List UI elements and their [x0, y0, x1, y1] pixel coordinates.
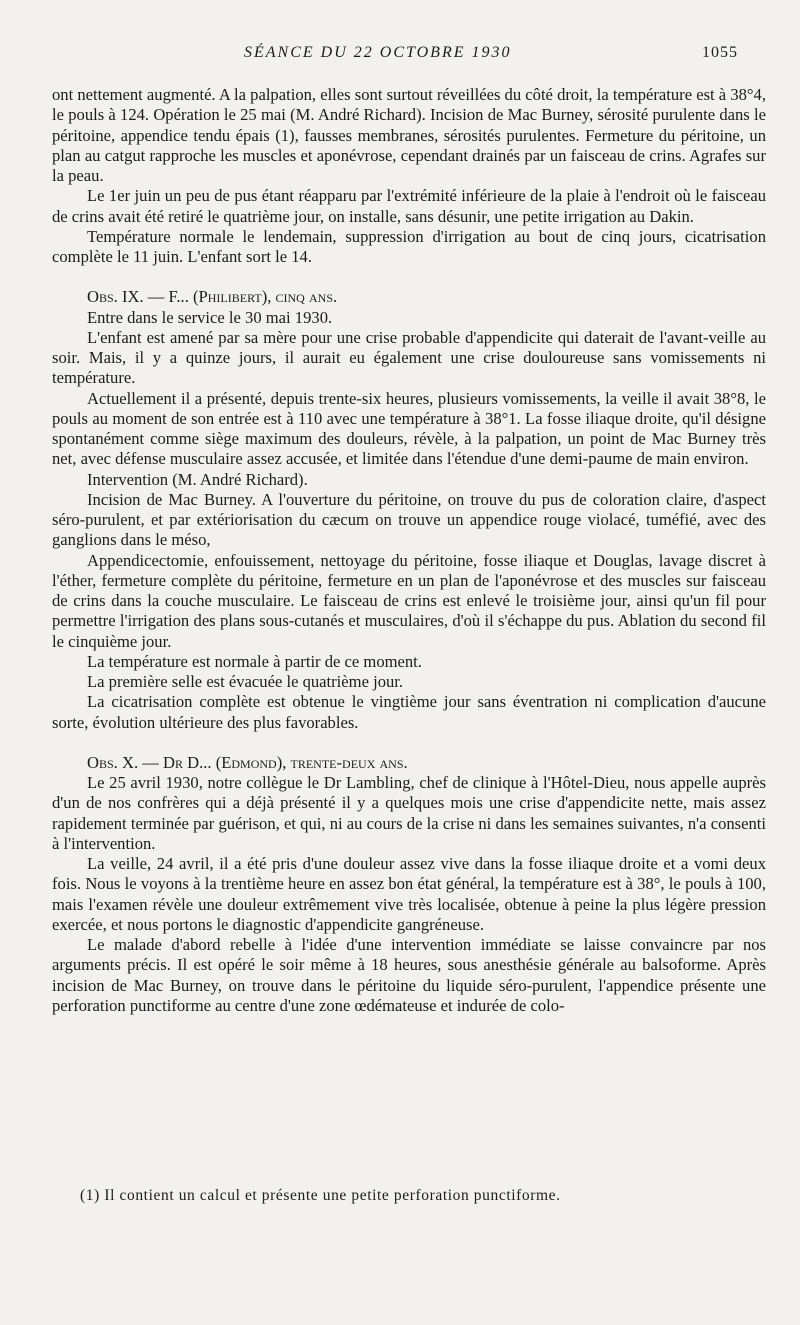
paragraph: Actuellement il a présenté, depuis trente-six heures, plusieurs vomissements, la veille il avait 38°8, le pouls au moment de son entrée est à 110 avec une température à 38°1. La fosse iliaque droite, qu'il désigne spontanément comme siège maximum des douleurs, révèle, à la palpation, un point de Mac Burney très net, avec défense musculaire assez accusée, et limitée dans l'étendue d'une demi-paume de main environ.: [52, 388, 766, 469]
paragraph: La température est normale à partir de ce moment.: [87, 651, 422, 671]
observation-heading: Obs. X. — Dr D... (Edmond), trente-deux ans.: [87, 752, 408, 772]
running-head: [0, 44, 800, 68]
footnote: (1) Il contient un calcul et présente une petite perforation punctiforme.: [80, 1187, 561, 1204]
section-spacer: [52, 267, 766, 287]
paragraph: Le 1er juin un peu de pus étant réapparu par l'extrémité inférieure de la plaie à l'endroit où le faisceau de crins avait été retiré le quatrième jour, on installe, sans désunir, une petite irrigation au Dakin.: [52, 186, 766, 226]
paragraph: Entre dans le service le 30 mai 1930.: [87, 307, 333, 327]
page-number: 1055: [702, 44, 738, 61]
paragraph: Le 25 avril 1930, notre collègue le Dr Lambling, chef de clinique à l'Hôtel-Dieu, nous appelle auprès d'un de nos confrères qui a déjà présenté il y a quelques mois une crise d'appendicite nette, mais assez rapidement terminée par guérison, et qui, ni au cours de la crise ni dans les semaines suivantes, n'a consenti à l'intervention.: [52, 773, 766, 853]
paragraph: Incision de Mac Burney. A l'ouverture du péritoine, on trouve du pus de coloration claire, d'aspect séro-purulent, et par extériorisation du cæcum on trouve un appendice rouge violacé, tuméfié, avec des ganglions dans le méso,: [52, 489, 766, 550]
page-header-title: SÉANCE DU 22 OCTOBRE 1930: [244, 44, 512, 61]
paragraph: La veille, 24 avril, il a été pris d'une douleur assez vive dans la fosse iliaque droite et a vomi deux fois. Nous le voyons à la trentième heure en assez bon état général, la température est à 38°, le pouls à 100, mais l'examen révèle une douleur extrêmement vive très localisée, obtenue à peine la plus légère pression exercée, et nous portons le diagnostic d'appendicite gangréneuse.: [52, 854, 766, 934]
paragraph: Le malade d'abord rebelle à l'idée d'une intervention immédiate se laisse convaincre par nos arguments précis. Il est opéré le soir même à 18 heures, sous anesthésie générale au balsoforme. Après incision de Mac Burney, on trouve dans le péritoine du liquide séro-purulent, l'appendice présente une perforation punctiforme au centre d'une zone œdémateuse et indurée de colo-: [52, 935, 766, 1015]
paragraph: ont nettement augmenté. A la palpation, elles sont surtout réveillées du côté droit, la température est à 38°4, le pouls à 124. Opération le 25 mai (M. André Richard). Incision de Mac Burney, sérosité purulente dans le péritoine, appendice tendu épais (1), fausses membranes, sérosités purulentes. Fermeture du péritoine, un plan au catgut rapproche les muscles et aponévrose, cependant drainés par un faisceau de crins. Agrafes sur la peau.: [52, 85, 766, 185]
paragraph: Appendicectomie, enfouissement, nettoyage du péritoine, fosse iliaque et Douglas, lavage discret à l'éther, fermeture complète du péritoine, fermeture en un plan de l'aponévrose et des muscles sur faisceau de crins dans la couche musculaire. Le faisceau de crins est enlevé le troisième jour, ainsi qu'un fil pour permettre l'irrigation des plans sous-cutanés et musculaires, d'où il s'échappe du pus. Ablation du second fil le cinquième jour.: [52, 550, 766, 651]
paragraph: La cicatrisation complète est obtenue le vingtième jour sans éventration ni complication d'aucune sorte, évolution ultérieure des plus favorables.: [52, 692, 766, 732]
paragraph: Température normale le lendemain, suppression d'irrigation au bout de cinq jours, cicatrisation complète le 11 juin. L'enfant sort le 14.: [52, 226, 766, 266]
paragraph: Intervention (M. André Richard).: [87, 469, 308, 489]
main-text: [52, 85, 766, 1016]
paragraph: L'enfant est amené par sa mère pour une crise probable d'appendicite qui daterait de l'avant-veille au soir. Mais, il y a quinze jours, il aurait eu également une crise douloureuse sans vomissements ni température.: [52, 327, 766, 388]
observation-heading: Obs. IX. — F... (Philibert), cinq ans.: [87, 287, 338, 307]
section-spacer: [52, 733, 766, 753]
paragraph: La première selle est évacuée le quatrième jour.: [87, 672, 404, 691]
